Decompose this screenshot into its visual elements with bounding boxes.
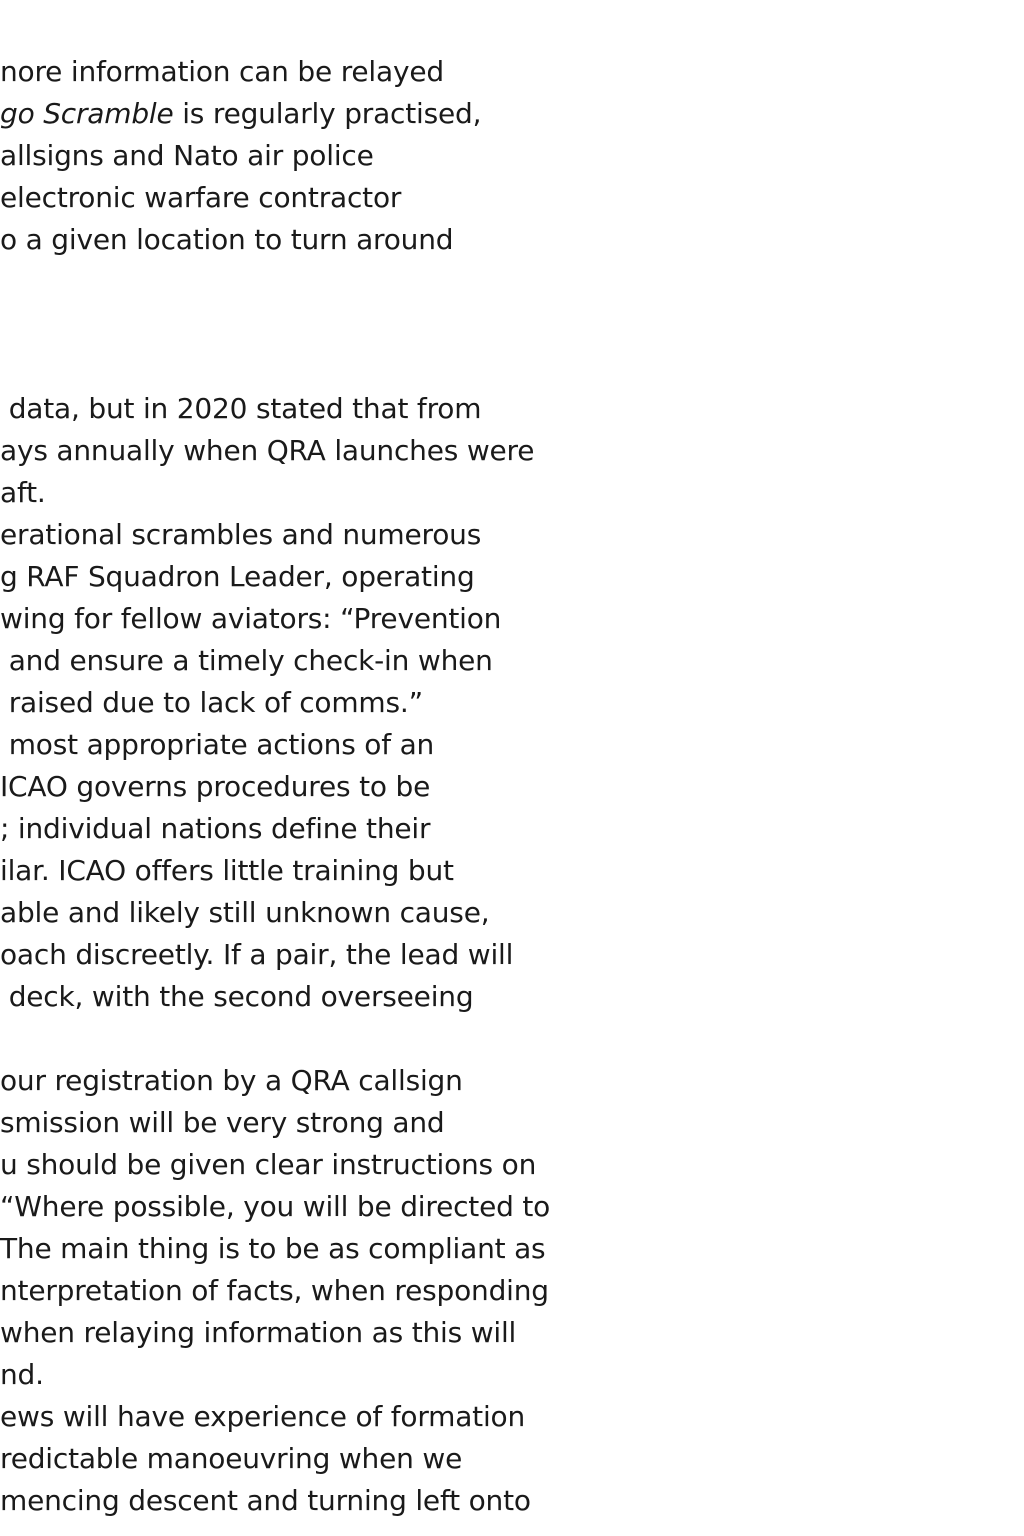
text-line: ews will have experience of formation [0, 1400, 526, 1433]
text-line: The main thing is to be as compliant as [0, 1232, 546, 1265]
text-line: electronic warfare contractor [0, 181, 402, 214]
text-line: wing for fellow aviators: “Prevention [0, 602, 502, 635]
text-line: and ensure a timely check-in when [0, 644, 493, 677]
text-line [0, 93, 481, 135]
text-line: ays annually when QRA launches were [0, 434, 535, 467]
text-line: able and likely still unknown cause, [0, 896, 490, 929]
text-line: most appropriate actions of an [0, 728, 435, 761]
text-line: allsigns and Nato air police [0, 139, 374, 172]
text-line: when relaying information as this will [0, 1316, 517, 1349]
text-line: our registration by a QRA callsign [0, 1064, 463, 1097]
text-line: nd. [0, 1358, 44, 1391]
text-line: o a given location to turn around [0, 223, 454, 256]
text-line: “Where possible, you will be directed to [0, 1190, 551, 1223]
text-line: aft. [0, 476, 46, 509]
text-line: mencing descent and turning left onto [0, 1484, 531, 1517]
text-line: oach discreetly. If a pair, the lead will [0, 938, 514, 971]
text-line: redictable manoeuvring when we [0, 1442, 463, 1475]
text-line: ICAO governs procedures to be [0, 770, 431, 803]
text-line: erational scrambles and numerous [0, 518, 482, 551]
text-line: ilar. ICAO offers little training but [0, 854, 454, 887]
text-line: smission will be very strong and [0, 1106, 445, 1139]
text-line: nterpretation of facts, when responding [0, 1274, 549, 1307]
text-line: u should be given clear instructions on [0, 1148, 537, 1181]
text-line: data, but in 2020 stated that from [0, 392, 482, 425]
text-line: ; individual nations define their [0, 812, 431, 845]
text-line: deck, with the second overseeing [0, 980, 474, 1013]
italic-text: go Scramble [0, 97, 174, 130]
text-line: raised due to lack of comms.” [0, 686, 423, 719]
text-line: g RAF Squadron Leader, operating [0, 560, 475, 593]
text-segment: is regularly practised, [173, 97, 482, 130]
text-line: nore information can be relayed [0, 55, 444, 88]
